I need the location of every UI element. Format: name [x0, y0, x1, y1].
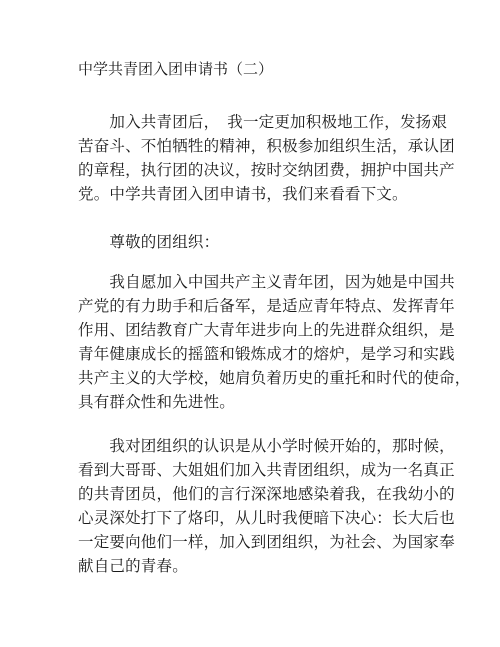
paragraph-line: 产党的有力助手和后备军，是适应青年特点、发挥青年 — [78, 297, 455, 315]
paragraph-line: 看到大哥哥、大姐姐们加入共青团组织，成为一名真正 — [78, 461, 455, 479]
paragraph-intro — [78, 110, 455, 206]
paragraph-line: 的共青团员，他们的言行深深地感染着我，在我幼小的 — [78, 485, 455, 503]
paragraph-line: 党。中学共青团入团申请书，我们来看看下文。 — [78, 185, 408, 203]
paragraph-line: 我自愿加入中国共产主义青年团，因为她是中国共 — [78, 273, 455, 291]
paragraph-line: 苦奋斗、不怕牺牲的精神，积极参加组织生活，承认团 — [78, 137, 455, 155]
paragraph-line: 的章程，执行团的决议，按时交纳团费，拥护中国共产 — [78, 161, 455, 179]
salutation-line: 尊敬的团组织： — [78, 233, 220, 251]
paragraph-line: 我对团组织的认识是从小学时候开始的，那时候， — [78, 437, 455, 455]
paragraph-line: 一定要向他们一样，加入到团组织，为社会、为国家奉 — [78, 533, 455, 551]
paragraph-line: 加入共青团后， 我一定更加积极地工作，发扬艰 — [78, 113, 448, 131]
paragraph-body-1 — [78, 270, 471, 414]
paragraph-line: 心灵深处打下了烙印，从儿时我便暗下决心：长大后也 — [78, 509, 455, 527]
paragraph-line: 献自己的青春。 — [78, 557, 188, 575]
paragraph-body-2 — [78, 434, 455, 578]
paragraph-line: 共产主义的大学校，她肩负着历史的重托和时代的使命， — [78, 369, 471, 387]
paragraph-salutation — [78, 230, 438, 254]
paragraph-line: 青年健康成长的摇篮和锻炼成才的熔炉，是学习和实践 — [78, 345, 455, 363]
paragraph-line: 具有群众性和先进性。 — [78, 393, 236, 411]
document-title: 中学共青团入团申请书（二） — [78, 60, 274, 78]
paragraph-line: 作用、团结教育广大青年进步向上的先进群众组织，是 — [78, 321, 455, 339]
